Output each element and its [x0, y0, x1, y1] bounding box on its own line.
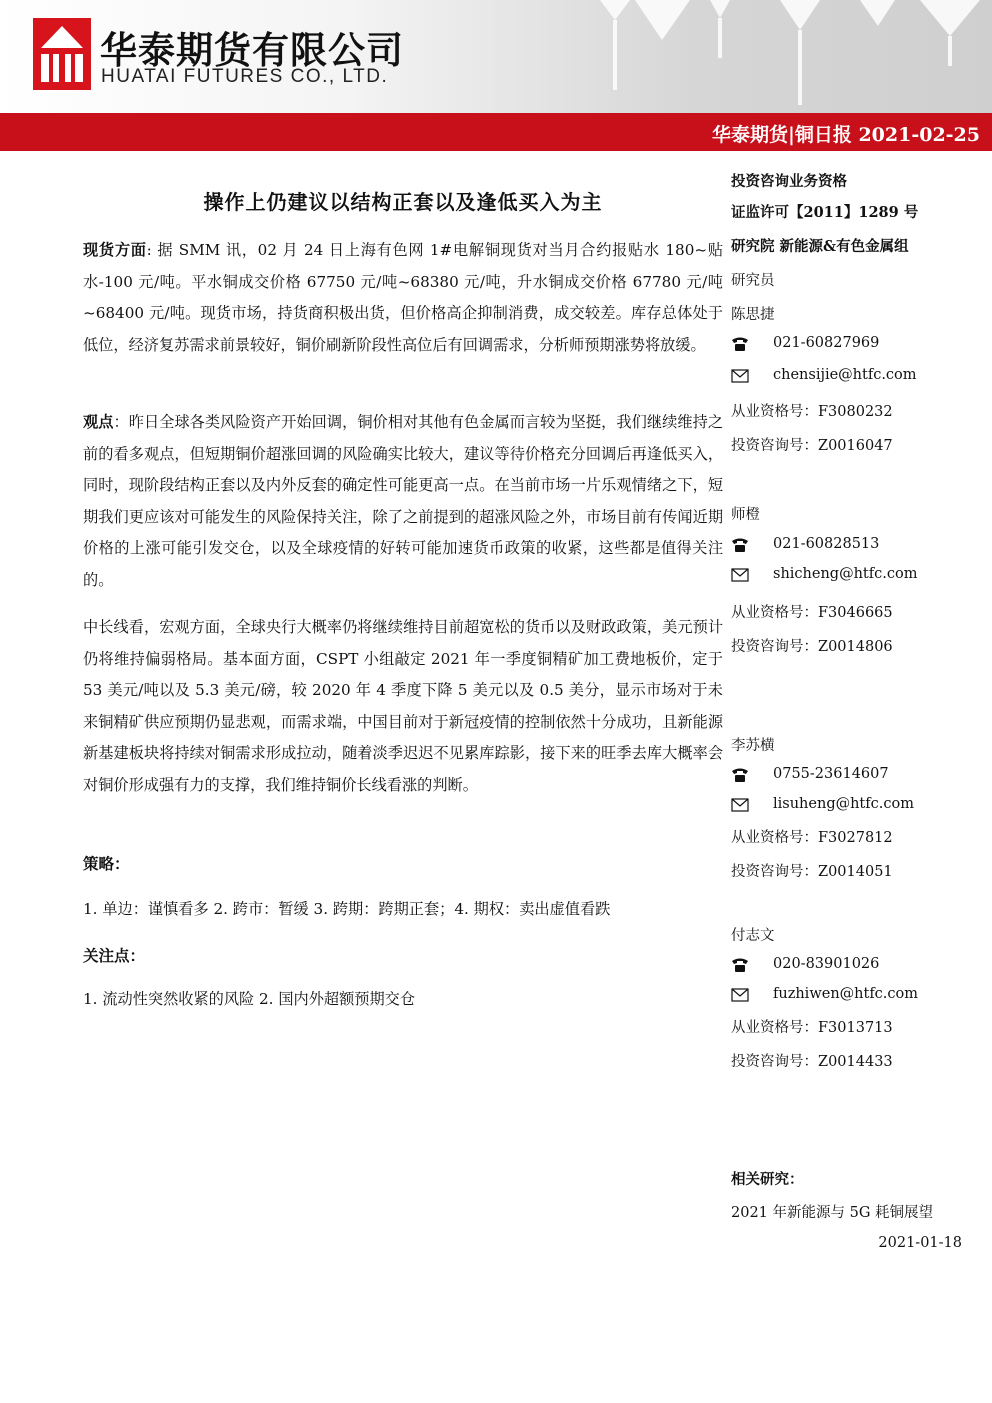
practice-number: 从业资格号：F3013713 [731, 1020, 893, 1036]
phone-icon [731, 537, 749, 553]
report-tag: 华泰期货|铜日报 2021-02-25 [711, 124, 980, 146]
phone-number: 021-60827969 [773, 335, 880, 351]
phone-icon [731, 767, 749, 783]
strategy-text: 1. 单边：谨慎看多 2. 跨市：暂缓 3. 跨期：跨期正套；4. 期权：卖出虚值看跌 [83, 900, 611, 918]
license-number: 证监许可【2011】1289 号 [731, 204, 919, 221]
email-icon [731, 987, 749, 1003]
email-address[interactable]: lisuheng@htfc.com [773, 796, 914, 812]
phone-icon [731, 336, 749, 352]
related-research-date: 2021-01-18 [878, 1235, 962, 1251]
email-icon [731, 368, 749, 384]
company-name-en: HUATAI FUTURES CO., LTD. [101, 66, 389, 87]
spot-text: : 据 SMM 讯，02 月 24 日上海有色网 1#电解铜现货对当月合约报贴水 180~贴水-100 元/吨。平水铜成交价格 67750 元/吨~68380 元/吨，升水铜成交价格 67780 元/吨~68400 元/吨。现货市场，持货商积极出货，但价格高企抑制消费，成交较差。库存总体处于低位，经济复苏需求前景较好，铜价刷新阶段性高位后有回调需求，分析师预期涨势将放缓。 [83, 241, 724, 354]
spot-label: 现货方面 [83, 241, 147, 259]
researcher-label: 研究员 [731, 273, 775, 289]
consult-number: 投资咨询号：Z0014806 [731, 639, 893, 655]
company-name-cn: 华泰期货有限公司 [100, 29, 404, 72]
practice-number: 从业资格号：F3046665 [731, 605, 893, 621]
report-title: 操作上仍建议以结构正套以及逢低买入为主 [203, 190, 603, 214]
view-label: 观点 [83, 413, 114, 431]
email-address[interactable]: shicheng@htfc.com [773, 566, 918, 582]
focus-heading: 关注点： [83, 946, 146, 965]
spot-paragraph [83, 235, 723, 361]
researcher-name: 陈思捷 [731, 307, 775, 323]
phone-number: 0755-23614607 [773, 766, 889, 782]
phone-icon [731, 957, 749, 973]
view-paragraph [83, 407, 723, 596]
long-term-paragraph: 中长线看，宏观方面，全球央行大概率仍将继续维持目前超宽松的货币以及财政政策，美元预计仍将维持偏弱格局。基本面方面，CSPT 小组敲定 2021 年一季度铜精矿加工费地板价，定于 53 美元/吨以及 5.3 美元/磅，较 2020 年 4 季度下降 5 美元以及 0.5 美分，显示市场对于未来铜精矿供应预期仍显悲观，而需求端，中国目前对于新冠疫情的控制依然十分成功，且新能源新基建板块将持续对铜需求形成拉动，随着淡季迟迟不见累库踪影，接下来的旺季去库大概率会对铜价形成强有力的支撑，我们维持铜价长线看涨的判断。 [83, 618, 723, 794]
related-research-title[interactable]: 2021 年新能源与 5G 耗铜展望 [731, 1205, 934, 1221]
email-address[interactable]: chensijie@htfc.com [773, 367, 917, 383]
phone-number: 021-60828513 [773, 536, 880, 552]
huatai-logo-icon [33, 18, 91, 90]
qualification-title: 投资咨询业务资格 [731, 173, 847, 190]
institute-group: 研究院 新能源&有色金属组 [731, 238, 909, 255]
email-icon [731, 797, 749, 813]
report-header-bar [0, 113, 992, 151]
header-band [0, 0, 992, 113]
consult-number: 投资咨询号：Z0014051 [731, 864, 893, 880]
email-address[interactable]: fuzhiwen@htfc.com [773, 986, 919, 1002]
consult-number: 投资咨询号：Z0016047 [731, 438, 893, 454]
related-research-heading: 相关研究： [731, 1171, 804, 1188]
email-icon [731, 567, 749, 583]
phone-number: 020-83901026 [773, 956, 880, 972]
researcher-name: 师橙 [731, 507, 760, 523]
strategy-heading: 策略： [83, 854, 130, 873]
researcher-name: 李苏横 [731, 738, 775, 754]
practice-number: 从业资格号：F3027812 [731, 830, 893, 846]
researcher-name: 付志文 [731, 928, 775, 944]
practice-number: 从业资格号：F3080232 [731, 404, 893, 420]
decorative-tree-pattern [560, 0, 992, 113]
view-text: ：昨日全球各类风险资产开始回调，铜价相对其他有色金属而言较为坚挺，我们继续维持之前的看多观点，但短期铜价超涨回调的风险确实比较大，建议等待价格充分回调后再逢低买入，同时，现阶段结构正套以及内外反套的确定性可能更高一点。在当前市场一片乐观情绪之下，短期我们更应该对可能发生的风险保持关注，除了之前提到的超涨风险之外，市场目前有传闻近期价格的上涨可能引发交仓，以及全球疫情的好转可能加速货币政策的收紧，这些都是值得关注的。 [83, 413, 724, 589]
consult-number: 投资咨询号：Z0014433 [731, 1054, 893, 1070]
focus-text: 1. 流动性突然收紧的风险 2. 国内外超额预期交仓 [83, 990, 416, 1008]
